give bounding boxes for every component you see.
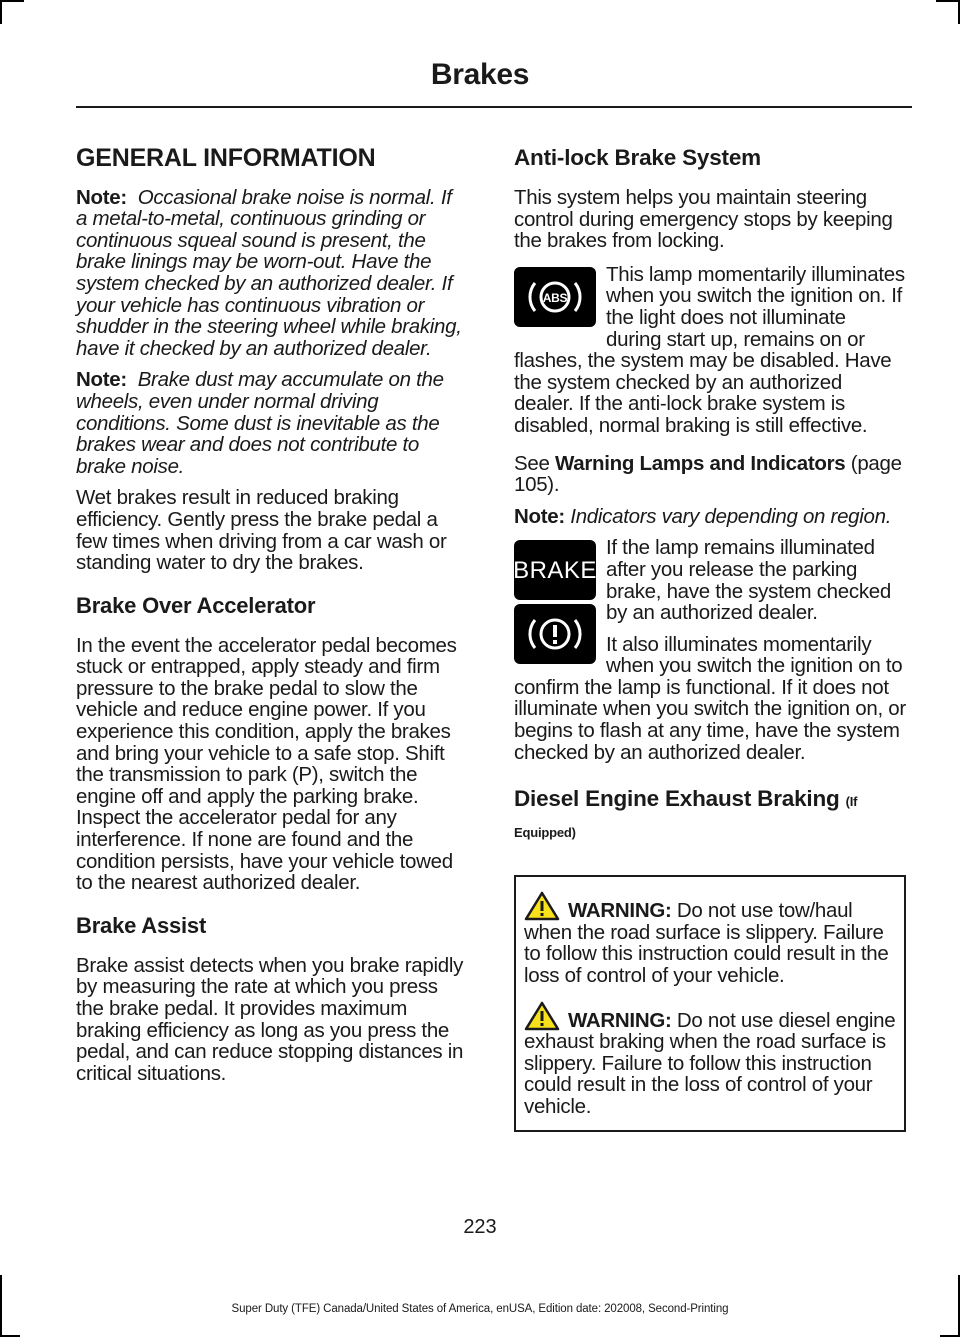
crop-mark bbox=[936, 0, 960, 2]
warning-exhaust-braking bbox=[524, 1001, 896, 1118]
note-text: Brake dust may accumulate on the wheels, even under normal driving conditions. Some dust is inevitable as the brakes wear and does not contribute to brake noise. bbox=[76, 368, 444, 478]
see-page: (page 105). bbox=[514, 451, 902, 497]
crop-mark bbox=[0, 0, 24, 2]
paragraph-abs-lamp: This lamp momentarily illuminates when you switch the ignition on. If the light does not illuminate during start up, remains on or flashes, the system may be disabled. Have the system checked by an authorized dealer. If the anti-lock brake system is disabled, normal braking is still effective. bbox=[514, 262, 905, 437]
section-heading-diesel-exhaust-braking bbox=[514, 785, 906, 847]
note-brake-dust bbox=[76, 369, 468, 477]
paragraph-brake-lamp-1: If the lamp remains illuminated after you release the parking brake, have the system checked by an authorized dealer. bbox=[606, 536, 891, 625]
see-prefix: See bbox=[514, 451, 550, 475]
section-heading-general-information: GENERAL INFORMATION bbox=[76, 144, 376, 172]
paragraph-brake-lamp-2: It also illuminates momentarily when you switch the ignition on to confirm the lamp is functional. If it does not illuminate when you switch the ignition on, or begins to flash at any time, have the system checked by an authorized dealer. bbox=[514, 632, 906, 764]
section-heading-anti-lock-brake-system: Anti-lock Brake System bbox=[514, 145, 761, 170]
brake-warning-icon bbox=[514, 604, 596, 664]
paragraph-brake-over-accelerator: In the event the accelerator pedal becomes stuck or entrapped, apply steady and firm pressure to the brake pedal to slow the vehicle and reduce engine power. If you experience this condition, apply the brakes and bring your vehicle to a safe stop. Shift the transmission to park (P), switch the engine off and apply the parking brake. Inspect the accelerator pedal for any interference. If none are found and the condition persists, have your vehicle towed to the nearest authorized dealer. bbox=[76, 633, 457, 895]
warning-tow-haul bbox=[524, 891, 896, 986]
edition-footer: Super Duty (TFE) Canada/United States of America, enUSA, Edition date: 202008, Second-Printing bbox=[231, 1303, 729, 1315]
warning-text: Do not use tow/haul when the road surface is slippery. Failure to follow this instruction could result in the loss of control of your vehicle. bbox=[524, 899, 889, 988]
warning-label: WARNING: bbox=[568, 1008, 672, 1032]
page-title: Brakes bbox=[430, 58, 530, 91]
warning-lamps-link[interactable]: Warning Lamps and Indicators bbox=[554, 451, 846, 475]
abs-icon-label: ABS bbox=[542, 290, 568, 305]
warning-triangle-icon bbox=[524, 1001, 560, 1031]
right-column bbox=[514, 140, 906, 1132]
note-label: Note: bbox=[76, 368, 127, 392]
see-reference bbox=[514, 453, 906, 496]
warning-label: WARNING: bbox=[568, 899, 672, 923]
warning-triangle-icon bbox=[524, 891, 560, 921]
warning-text: Do not use diesel engine exhaust braking when the road surface is slippery. Failure to follow this instruction could result in the loss of control of your vehicle. bbox=[524, 1008, 896, 1118]
paragraph-brake-assist: Brake assist detects when you brake rapidly by measuring the rate at which you press the brake pedal. It provides maximum braking efficiency as long as you press the pedal, and can reduce stopping distances in critical situations. bbox=[76, 953, 464, 1085]
note-label: Note: bbox=[76, 185, 127, 209]
warning-box bbox=[514, 875, 906, 1131]
page-number: 223 bbox=[463, 1216, 497, 1238]
section-heading-brake-assist: Brake Assist bbox=[76, 912, 207, 938]
abs-warning-icon bbox=[514, 267, 596, 327]
note-brake-noise bbox=[76, 187, 468, 360]
crop-mark bbox=[0, 0, 2, 24]
header-divider bbox=[76, 106, 912, 108]
brake-icon-stack bbox=[514, 540, 596, 668]
note-indicators-vary bbox=[514, 506, 906, 528]
note-label: Note: bbox=[514, 504, 565, 528]
paragraph-wet-brakes: Wet brakes result in reduced braking efficiency. Gently press the brake pedal a few times when driving from a car wash or standing water to dry the brakes. bbox=[76, 486, 447, 575]
note-text: Occasional brake noise is normal. If a metal-to-metal, continuous grinding or continuous squeal sound is present, the brake linings may be worn-out. Have the system checked by an authorized dealer. If your vehicle has continuous vibration or shudder in the steering wheel while braking, have it checked by an authorized dealer. bbox=[76, 185, 462, 360]
if-equipped-note: (If Equipped) bbox=[514, 794, 858, 841]
paragraph-abs-intro: This system helps you maintain steering control during emergency stops by keeping the brakes from locking. bbox=[514, 186, 893, 253]
note-text: Indicators vary depending on region. bbox=[570, 504, 892, 528]
diesel-heading-text: Diesel Engine Exhaust Braking bbox=[514, 786, 840, 812]
section-heading-brake-over-accelerator: Brake Over Accelerator bbox=[76, 592, 316, 618]
left-column bbox=[76, 140, 468, 1094]
brake-text-icon: BRAKE bbox=[514, 540, 596, 600]
